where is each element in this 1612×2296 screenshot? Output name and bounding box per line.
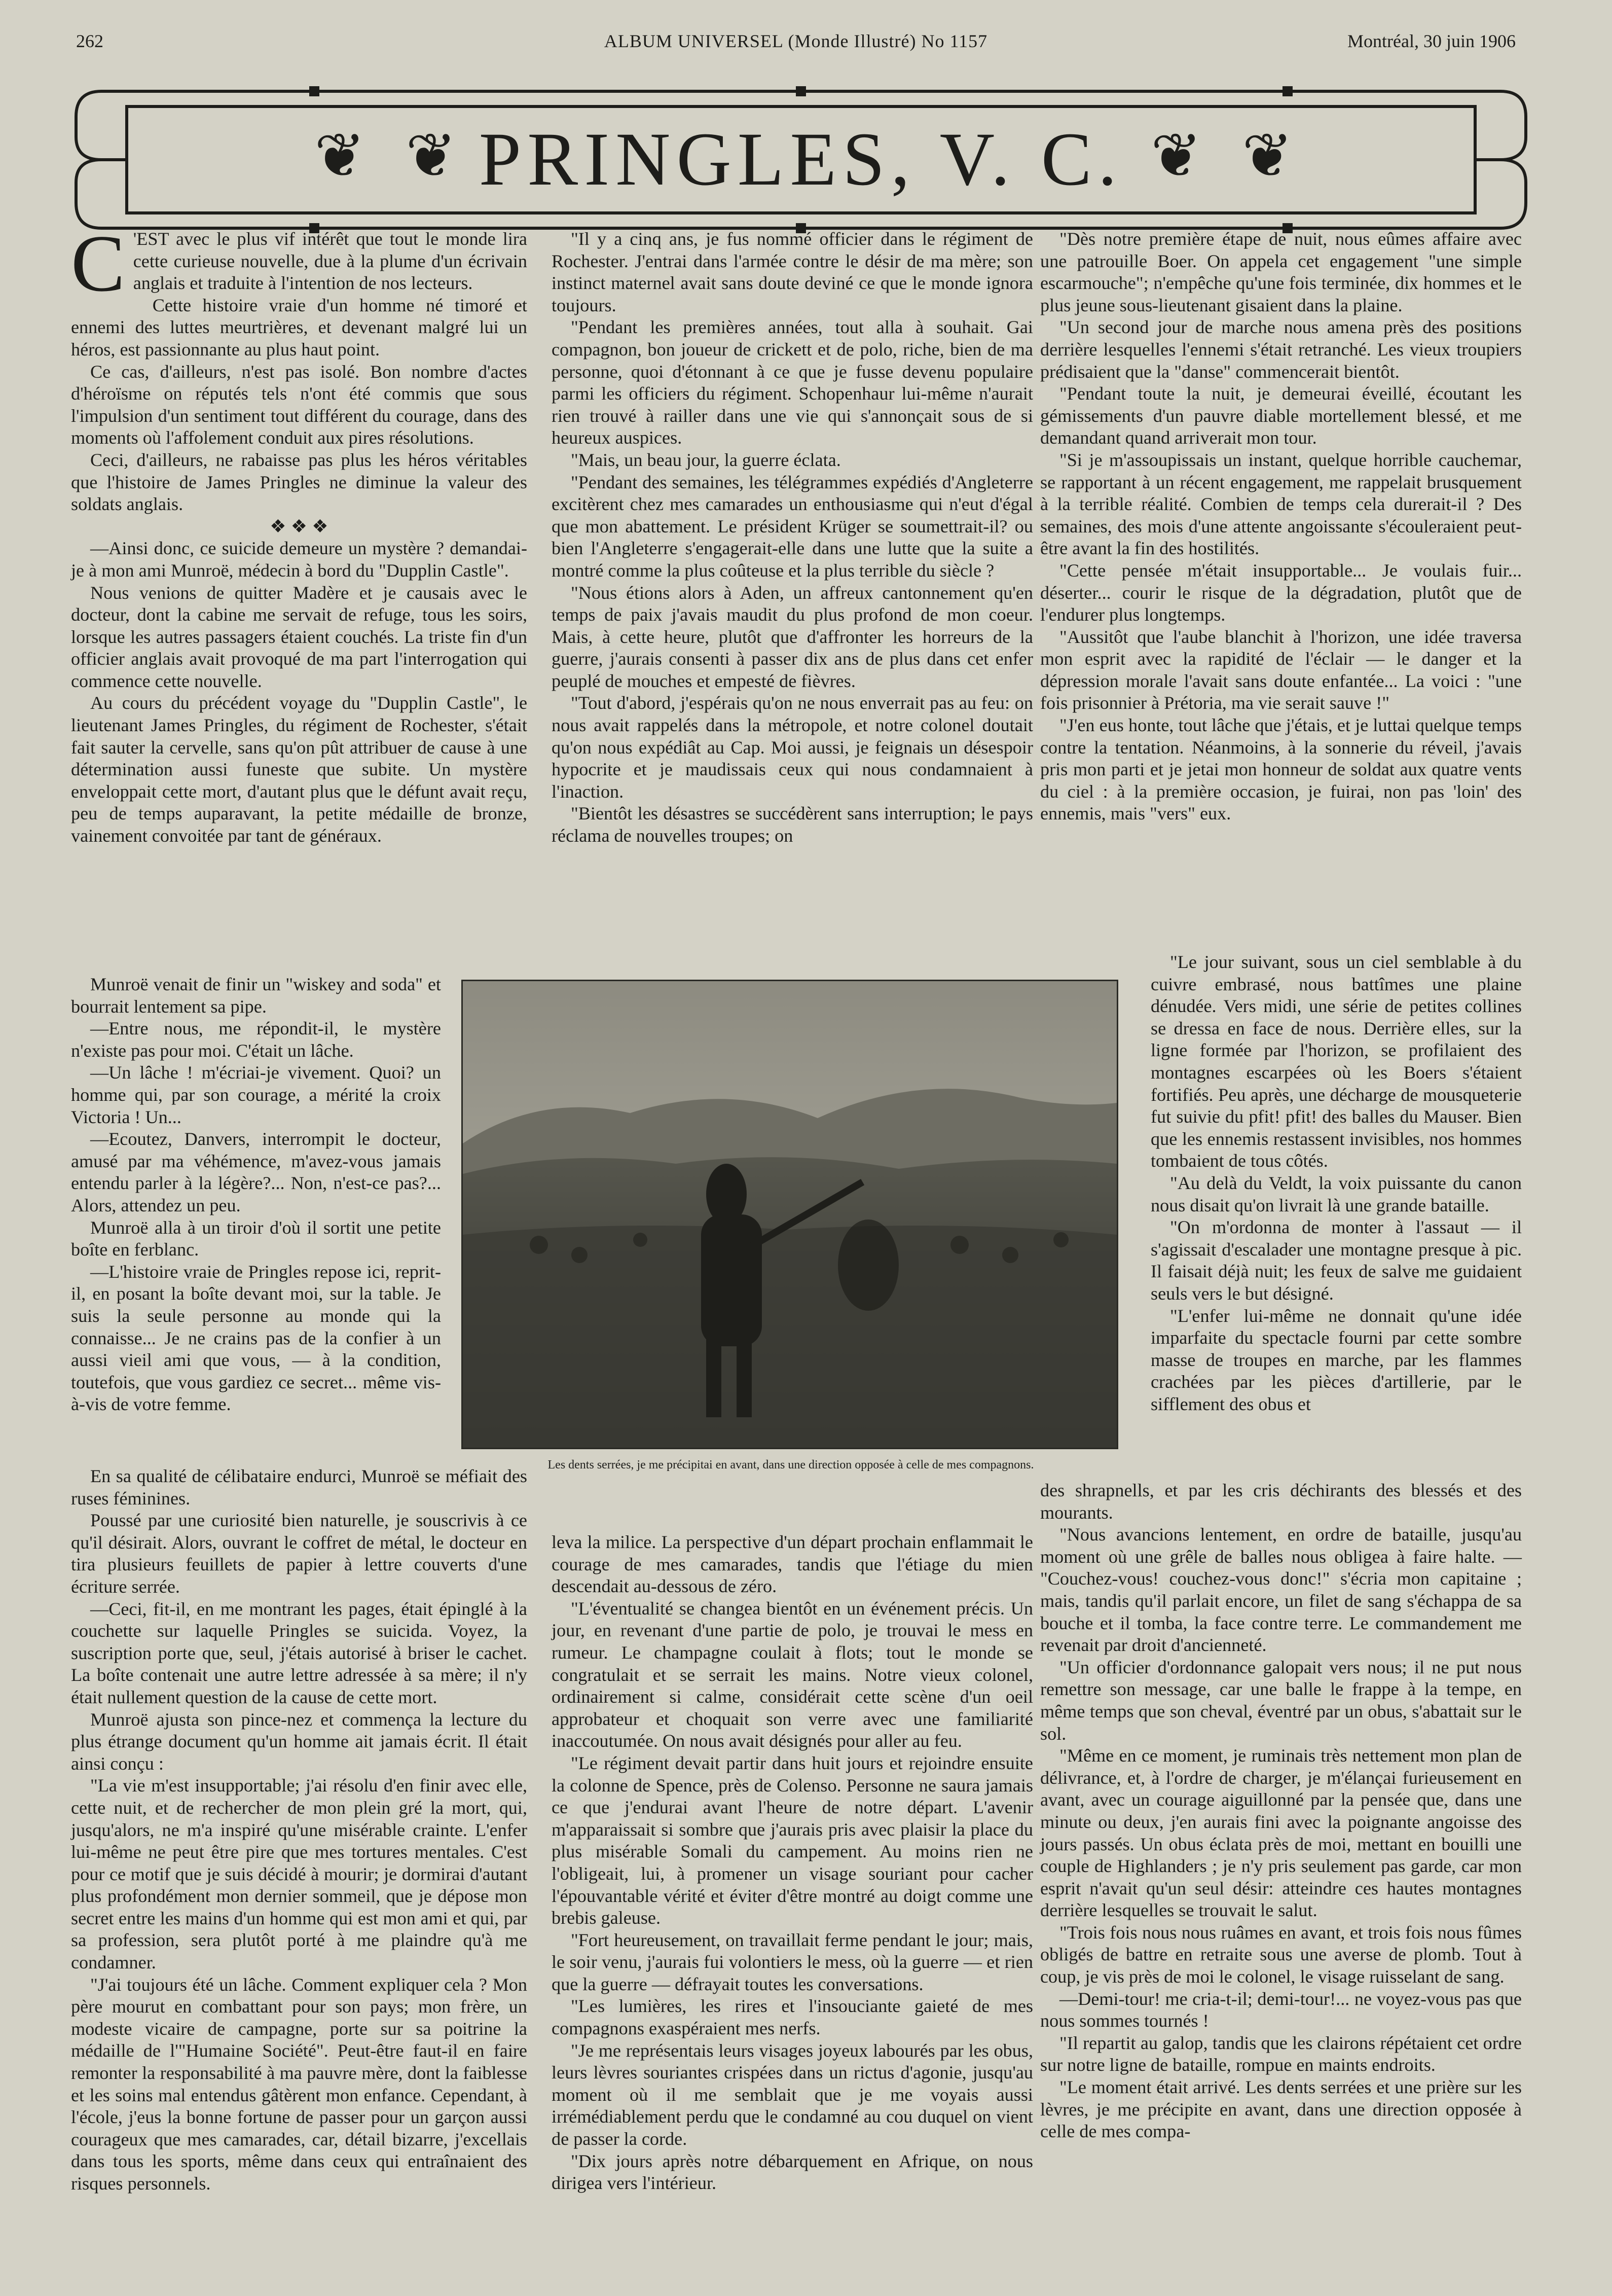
leaf-ornament-icon: ❦ bbox=[314, 122, 365, 190]
drop-cap: C bbox=[71, 218, 125, 308]
paragraph: "On m'ordonna de monter à l'assaut — il s'agissait d'escalader une montagne presque à pic. Il faisait déjà nuit; les feux de salve me guidaient seuls vers le but désigné. bbox=[1151, 1217, 1522, 1304]
paragraph: —Ainsi donc, ce suicide demeure un mystère ? demandai-je à mon ami Munroë, médecin à bord du "Dupplin Castle". bbox=[71, 538, 527, 581]
paragraph: Nous venions de quitter Madère et je causais avec le docteur, dont la cabine me servait de refuge, tous les soirs, lorsque les autres passagers étaient couchés. La triste fin d'un officier anglais avait provoqué de ma part l'interrogation qui commence cette nouvelle. bbox=[71, 582, 527, 691]
paragraph: "Nous avancions lentement, en ordre de bataille, jusqu'au moment où une grêle de balles nous obligea à faire halte. — "Couchez-vous! couchez-vous donc!" s'écria mon capitaine ; mais, tandis qu'il parlait encore, un filet de sang s'échappa de sa bouche et il tomba, la face contre terre. Le commandement me revenait par droit d'ancienneté. bbox=[1040, 1524, 1522, 1656]
paragraph: "Je me représentais leurs visages joyeux labourés par les obus, leurs lèvres souriantes crispées dans un rictus d'agonie, jusqu'au moment où il me semblait que je me voyais aussi irrémédiablement perdu que le condamné au cou duquel on vient de passer la corde. bbox=[552, 2040, 1033, 2149]
column-1-bottom bbox=[71, 1465, 527, 2195]
paragraph: Cette histoire vraie d'un homme né timoré et ennemi des luttes meurtrières, et devenant malgré lui un héros, est passionnante au plus haut point. bbox=[71, 295, 527, 360]
paragraph: Munroë venait de finir un "wiskey and soda" et bourrait lentement sa pipe. bbox=[71, 974, 441, 1017]
paragraph: "Même en ce moment, je ruminais très nettement mon plan de délivrance, et, à l'ordre de charger, je m'élançai furieusement en avant, avec un courage aiguillonné par la pensée que, dans une minute ou deux, j'en aurais fini avec la poignante angoisse des jours passés. Un obus éclata près de moi, mettant en bouilli une couple de Highlanders ; je n'y pris seulement pas garde, car mon esprit n'avait qu'un seul désir: atteindre ces hautes montagnes derrière lesquelles se trouvait le salut. bbox=[1040, 1745, 1522, 1921]
paragraph: des shrapnells, et par les cris déchirants des blessés et des mourants. bbox=[1040, 1480, 1522, 1523]
paragraph: Munroë alla à un tiroir d'où il sortit une petite boîte en ferblanc. bbox=[71, 1217, 441, 1260]
paragraph: "Nous étions alors à Aden, un affreux cantonnement qu'en temps de paix j'avais maudit du plus profond de mon coeur. Mais, à cette heure, plutôt que d'affronter les horreurs de la guerre, j'aurais consenti à passer dix ans de plus dans cet enfer peuplé de mouches et empesté de fièvres. bbox=[552, 582, 1033, 691]
paragraph: "Au delà du Veldt, la voix puissante du canon nous disait qu'on livrait là une grande bataille. bbox=[1151, 1172, 1522, 1215]
paragraph: "Un officier d'ordonnance galopait vers nous; il ne put nous remettre son message, car une balle le frappe à la tempe, en même temps que son cheval, éventré par un obus, s'abattait sur le sol. bbox=[1040, 1657, 1522, 1744]
paragraph: "Le jour suivant, sous un ciel semblable à du cuivre embrasé, nous battîmes une plaine dénudée. Vers midi, une série de petites collines se dressa en face de nous. Derrière elles, sur la ligne formée par l'horizon, se profilaient des montagnes escarpées où les Boers s'étaient fortifiés. Peu après, une décharge de mousqueterie fut suivie du pfit! pfit! des balles du Mauser. Bien que les ennemis restassent invisibles, nos hommes tombaient de tous côtés. bbox=[1151, 952, 1522, 1171]
figure-caption: Les dents serrées, je me précipitai en avant, dans une direction opposée à celle de mes compagnons. bbox=[547, 1458, 1034, 1472]
paragraph: —Entre nous, me répondit-il, le mystère n'existe pas pour moi. C'était un lâche. bbox=[71, 1018, 441, 1061]
paragraph: "J'en eus honte, tout lâche que j'étais, et je luttai quelque temps contre la tentation. Néanmoins, à la sonnerie du réveil, j'avais pris mon parti et je jetai mon honneur de soldat aux quatre vents du ciel : à la première occasion, je fuirai, non pas 'loin' des ennemis, mais "vers" eux. bbox=[1040, 715, 1522, 824]
battlefield-scene-image bbox=[463, 981, 1117, 1448]
paragraph: "Les lumières, les rires et l'insouciante gaieté de mes compagnons exaspéraient mes nerfs. bbox=[552, 1996, 1033, 2039]
paragraph: "Aussitôt que l'aube blanchit à l'horizon, une idée traversa mon esprit avec la rapidité de l'éclair — le danger et la dépression morale l'avait sans doute enfantée... La voici : "une fois prisonnier à Prétoria, ma vie serait sauve !" bbox=[1040, 626, 1522, 713]
paragraph: "L'enfer lui-même ne donnait qu'une idée imparfaite du spectacle fourni par cette sombre masse de troupes en marche, par les flammes crachées par les pièces d'artillerie, par le sifflement des obus et bbox=[1151, 1305, 1522, 1414]
column-2-bottom bbox=[552, 1531, 1033, 2195]
paragraph: "Tout d'abord, j'espérais qu'on ne nous enverrait pas au feu: on nous avait rappelés dans la métropole, et notre colonel doutait qu'on nous expédiât au Cap. Moi aussi, je feignais un désespoir hypocrite et je maudissais ceux qui nous condamnaient à l'inaction. bbox=[552, 693, 1033, 802]
paragraph: "Pendant les premières années, tout alla à souhait. Gai compagnon, bon joueur de crickett et de polo, riche, bien de ma personne, quoi d'étonnant à ce que je fusse devenu populaire parmi les officiers du régiment. Schopenhaur lui-même n'aurait rien trouvé à railler dans une vie qui s'annonçait sous de si heureux auspices. bbox=[552, 317, 1033, 448]
paragraph: leva la milice. La perspective d'un départ prochain enflammait le courage de mes camarades, tandis que l'étiage du mien descendait au-dessous de zéro. bbox=[552, 1532, 1033, 1597]
paragraph: "Mais, un beau jour, la guerre éclata. bbox=[571, 449, 841, 470]
paragraph: "Dès notre première étape de nuit, nous eûmes affaire avec une patrouille Boer. On appela cet engagement "une simple escarmouche"; n'empêche qu'une fois terminée, dix hommes et le plus jeune sous-lieutenant gisaient dans la plaine. bbox=[1040, 229, 1522, 315]
paragraph: "Fort heureusement, on travaillait ferme pendant le jour; mais, le soir venu, j'aurais fui volontiers le mess, où la guerre — et rien que la guerre — défrayait toutes les conversations. bbox=[552, 1929, 1033, 1994]
column-3-top bbox=[1040, 228, 1522, 825]
battle-illustration bbox=[461, 980, 1118, 1449]
paragraph: —Ceci, fit-il, en me montrant les pages, était épinglé à la couchette sur laquelle Pringles se suicida. Voyez, la suscription porte que, seul, j'étais autorisé à briser le cachet. La boîte contenait une autre lettre adressée à sa mère; il n'y était nullement question de la cause de cette mort. bbox=[71, 1598, 527, 1707]
article-title: PRINGLES, V. C. bbox=[479, 117, 1123, 201]
paragraph: "La vie m'est insupportable; j'ai résolu d'en finir avec elle, cette nuit, et de rechercher de mon plein gré la mort, qui, jusqu'alors, ne m'a inspiré qu'une misérable crainte. L'enfer lui-même ne peut être pire que mes tortures mentales. C'est pour ce motif que je suis décidé à mourir; je dormirai d'autant plus profondément mon dernier sommeil, que je dépose mon secret entre les mains d'un homme qui est mon ami et qui, par sa profession, sera plutôt porté à me plaindre qu'à me condamner. bbox=[71, 1775, 527, 1973]
running-head bbox=[76, 30, 1516, 61]
paragraph: "Pendant toute la nuit, je demeurai éveillé, écoutant les gémissements d'un pauvre diable mortellement blessé, et me demandant quand arriverait mon tour. bbox=[1040, 383, 1522, 448]
page-number: 262 bbox=[76, 31, 103, 51]
paragraph: "Le moment était arrivé. Les dents serrées et une prière sur les lèvres, je me précipite en avant, dans une direction opposée à celle de mes compa- bbox=[1040, 2077, 1522, 2142]
paragraph: C 'EST avec le plus vif intérêt que tout le monde lira cette curieuse nouvelle, due à la plume d'un écrivain anglais et traduite à l'intention de nos lecteurs. bbox=[71, 218, 527, 308]
paragraph: "Il repartit au galop, tandis que les clairons répétaient cet ordre sur notre ligne de bataille, rompue en maints endroits. bbox=[1040, 2032, 1522, 2075]
paragraph: "Bientôt les désastres se succédèrent sans interruption; le pays réclama de nouvelles troupes; on bbox=[552, 803, 1033, 846]
paragraph: "L'éventualité se changea bientôt en un événement précis. Un jour, en revenant d'une partie de polo, je trouvai le mess en rumeur. Le champagne coulait à flots; tout le monde se congratulait et se serrait les mains. Notre vieux colonel, ordinairement si calme, considérait cette scène d'un oeil approbateur et choquait son verre avec une familiarité inaccoutumée. On nous avait désignés pour aller au feu. bbox=[552, 1598, 1033, 1751]
paragraph: —Un lâche ! m'écriai-je vivement. Quoi? un homme qui, par son courage, a mérité la croix Victoria ! Un... bbox=[71, 1062, 441, 1127]
paragraph: "Un second jour de marche nous amena près des positions derrière lesquelles l'ennemi s'était retranché. Les vieux troupiers prédisaient que la "danse" commencerait bientôt. bbox=[1040, 317, 1522, 382]
paragraph: —Demi-tour! me cria-t-il; demi-tour!... ne voyez-vous pas que nous sommes tournés ! bbox=[1040, 1988, 1522, 2031]
section-separator: ❖ ❖ ❖ bbox=[270, 516, 328, 536]
paragraph: En sa qualité de célibataire endurci, Munroë se méfiait des ruses féminines. bbox=[71, 1466, 527, 1509]
paragraph: —Ecoutez, Danvers, interrompit le docteur, amusé par ma véhémence, m'avez-vous jamais entendu parler à la légère?... Non, n'est-ce pas?... Alors, attendez un peu. bbox=[71, 1129, 441, 1215]
paragraph: "J'ai toujours été un lâche. Comment expliquer cela ? Mon père mourut en combattant pour son pays; mon frère, un modeste vicaire de campagne, porte sur sa poitrine la médaille de l'"Humaine Société". Peut-être faut-il en faire remonter la responsabilité à ma pauvre mère, dont la faiblesse et les soins mal entendus gâtèrent mon enfance. Cependant, à l'école, j'eus la bonne fortune de passer pour un garçon aussi courageux que mes camarades, car, détail bizarre, j'excellais dans tous les sports, même dans ceux qui entraînaient des risques personnels. bbox=[71, 1974, 527, 2194]
paragraph: "Pendant des semaines, les télégrammes expédiés d'Angleterre excitèrent chez mes camarades un enthousiasme qui n'eut d'égal que mon abattement. Le président Krüger se soumettrait-il? ou bien l'Angleterre s'engagerait-elle dans une lutte que la suite a montré comme la plus coûteuse et la plus terrible du siècle ? bbox=[552, 472, 1033, 581]
leaf-ornament-icon: ❦ bbox=[1151, 122, 1202, 190]
issue-date: Montréal, 30 juin 1906 bbox=[1347, 31, 1516, 51]
paragraph: "Trois fois nous nous ruâmes en avant, et trois fois nous fûmes obligés de battre en retraite sous une averse de plomb. Tout à coup, je vis près de moi le colonel, le visage ruisselant de sang. bbox=[1040, 1922, 1522, 1987]
column-1-top bbox=[71, 218, 527, 847]
paragraph: Au cours du précédent voyage du "Dupplin Castle", le lieutenant James Pringles, du régiment de Rochester, s'était fait sauter la cervelle, sans qu'on pût attribuer de cause à une détermination aussi funeste que subite. Un mystère enveloppait cette mort, d'autant plus que le défunt avait reçu, peu de temps auparavant, la petite médaille de bronze, vainement convoitée par tant de généraux. bbox=[71, 693, 527, 846]
column-3-bottom bbox=[1040, 1480, 1522, 2143]
paragraph: Ceci, d'ailleurs, ne rabaisse pas plus les héros véritables que l'histoire de James Pringles ne diminue la valeur des soldats anglais. bbox=[71, 449, 527, 515]
publication-title: ALBUM UNIVERSEL (Monde Illustré) No 1157 bbox=[604, 31, 988, 51]
paragraph: Munroë ajusta son pince-nez et commença la lecture du plus étrange document qu'un homme ait jamais écrit. Il était ainsi conçu : bbox=[71, 1709, 527, 1774]
paragraph: Poussé par une curiosité bien naturelle, je souscrivis à ce qu'il désirait. Alors, ouvrant le coffret de métal, le docteur en tira plusieurs feuillets de papier à lettre couverts d'une écriture serrée. bbox=[71, 1510, 527, 1597]
column-2-top bbox=[552, 228, 1033, 847]
column-3-side bbox=[1151, 951, 1522, 1415]
column-1-side bbox=[71, 974, 441, 1416]
paragraph: "Il y a cinq ans, je fus nommé officier dans le régiment de Rochester. J'entrai dans l'armée contre le désir de ma mère; son instinct maternel avait sans doute deviné ce que le monde ignora toujours. bbox=[552, 229, 1033, 315]
paragraph: "Si je m'assoupissais un instant, quelque horrible cauchemar, se rapportant à un récent engagement, me rappelait brusquement à la terrible réalité. Combien de temps cela durerait-il ? Des semaines, des mois d'une attente angoissante s'écouleraient peut-être avant la fin des hostilités. bbox=[1040, 449, 1522, 559]
paragraph: "Cette pensée m'était insupportable... Je voulais fuir... déserter... courir le risque de la dégradation, plutôt que de l'endurer plus longtemps. bbox=[1040, 560, 1522, 625]
paragraph: "Dix jours après notre débarquement en Afrique, on nous dirigea vers l'intérieur. bbox=[552, 2150, 1033, 2194]
title-frame bbox=[71, 76, 1531, 243]
paragraph: —L'histoire vraie de Pringles repose ici, reprit-il, en posant la boîte devant moi, sur la table. Je suis la seule personne au monde qui la connaisse... Je ne crains pas de la confier à un aussi vieil ami que vous, — à la condition, toutefois, que vous gardiez ce secret... même vis-à-vis de votre femme. bbox=[71, 1261, 441, 1415]
paragraph: Ce cas, d'ailleurs, n'est pas isolé. Bon nombre d'actes d'héroïsme on réputés tels n'ont été commis que sous l'impulsion d'un sentiment tout différent du courage, dans des moments où l'affolement conduit aux pires résolutions. bbox=[71, 361, 527, 448]
leaf-ornament-icon: ❦ bbox=[1242, 122, 1293, 190]
paragraph: "Le régiment devait partir dans huit jours et rejoindre ensuite la colonne de Spence, près de Colenso. Personne ne saura jamais ce que j'endurai avant l'heure de notre départ. L'avenir m'apparaissait si sombre que j'aurais pris avec plaisir la place du plus misérable Somali du campement. Au moins rien ne l'obligeait, lui, à promener un visage souriant pour cacher l'épouvantable vérité et éviter d'être montré au doigt comme une brebis galeuse. bbox=[552, 1752, 1033, 1928]
leaf-ornament-icon: ❦ bbox=[406, 122, 457, 190]
